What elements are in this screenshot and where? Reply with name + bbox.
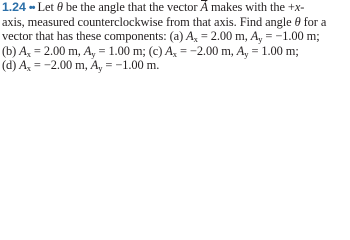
problem-line-5 bbox=[2, 58, 348, 73]
part-c-ax-value: = −2.00 m, bbox=[176, 43, 237, 58]
problem-line-3 bbox=[2, 29, 348, 44]
part-d-label: (d) bbox=[2, 58, 20, 73]
line1-text-3: makes with the + bbox=[207, 0, 295, 14]
part-c-ay-sub: y bbox=[244, 48, 249, 59]
line1-text-4: - bbox=[300, 0, 305, 14]
part-b-ax-var: A bbox=[19, 43, 27, 58]
theta-symbol: θ bbox=[56, 0, 63, 14]
part-a-ax-value: = 2.00 m, bbox=[197, 29, 251, 44]
part-d-ax-sub: x bbox=[26, 63, 31, 74]
part-a-ay-value: = −1.00 m; bbox=[262, 29, 320, 44]
problem-1-24 bbox=[0, 0, 350, 74]
line1-text-2: be the angle that the vector bbox=[62, 0, 201, 14]
part-a-ax-var: A bbox=[186, 29, 194, 44]
part-b-ay-var: A bbox=[83, 43, 92, 58]
part-a-ay-var: A bbox=[250, 29, 259, 44]
part-c-ay-var: A bbox=[236, 43, 245, 58]
theta-symbol-2: θ bbox=[294, 14, 301, 29]
part-b-label: (b) bbox=[2, 43, 20, 58]
problem-number: 1.24 bbox=[2, 0, 26, 14]
part-a-ay-sub: y bbox=[258, 34, 263, 45]
problem-line-1 bbox=[2, 0, 348, 15]
part-d-ay-sub: y bbox=[98, 63, 103, 74]
part-b-ax-sub: x bbox=[26, 48, 31, 59]
part-d-ay-value: = −1.00 m. bbox=[102, 58, 160, 73]
part-d-ax-var: A bbox=[19, 58, 27, 73]
part-c-ax-var: A bbox=[165, 43, 173, 58]
part-d-ax-value: = −2.00 m, bbox=[30, 58, 91, 73]
part-b-ay-sub: y bbox=[91, 48, 96, 59]
part-d-ay-var: A bbox=[90, 58, 99, 73]
x-axis-variable: x bbox=[294, 0, 301, 14]
part-b-ax-value: = 2.00 m, bbox=[30, 43, 84, 58]
line2-text-2: for a bbox=[300, 14, 327, 29]
vector-a: A bbox=[200, 0, 208, 14]
problem-line-4 bbox=[2, 44, 348, 59]
problem-line-2 bbox=[2, 15, 348, 30]
part-c-ax-sub: x bbox=[172, 48, 177, 59]
part-c-ay-value: = 1.00 m; bbox=[248, 43, 299, 58]
line3-text-1: vector that has these components: (a) bbox=[2, 29, 187, 44]
line1-text-1: Let bbox=[34, 0, 57, 14]
part-a-ax-sub: x bbox=[193, 34, 198, 45]
difficulty-dots: •• bbox=[28, 2, 35, 14]
part-b-ay-value: = 1.00 m; bbox=[95, 43, 149, 58]
line2-text-1: axis, measured counterclockwise from that axis. Find angle bbox=[2, 14, 295, 29]
part-c-label: (c) bbox=[148, 43, 166, 58]
